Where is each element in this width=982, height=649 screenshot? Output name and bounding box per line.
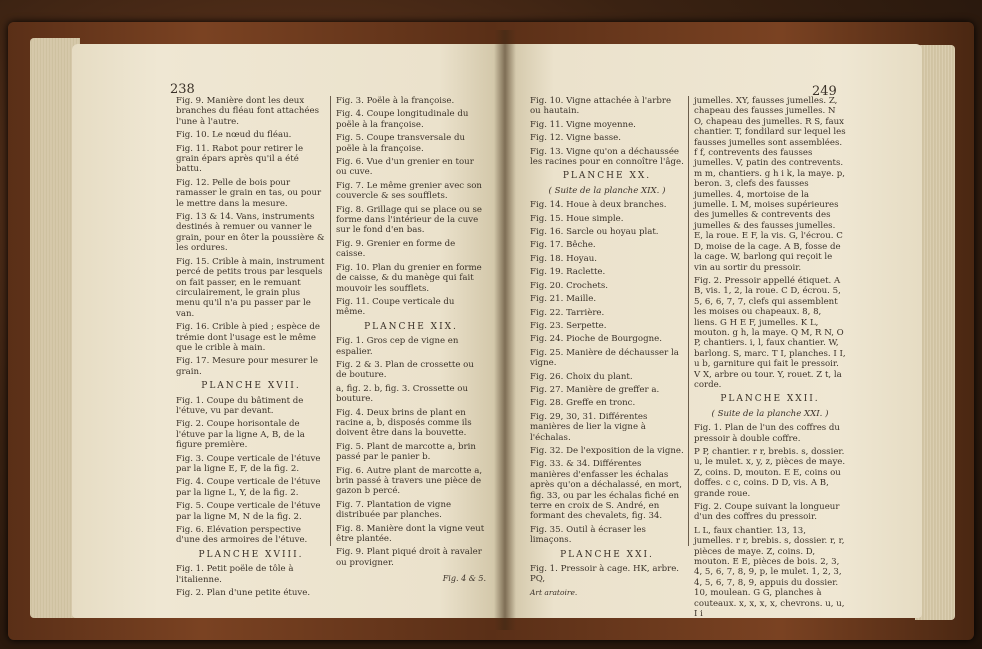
figure-entry: Fig. 7. Le même grenier avec son couvercle & ses soufflets. [336,180,482,202]
plate-heading: PLANCHE XX. [562,171,652,182]
figure-entry: Fig. 1. Plan de l'un des coffres du pressoir à double coffre. [694,423,840,444]
figure-entry: Fig. 15. Crible à main, instrument percé de petits trous par lesquels on fait passer, en le remuant circulairement, le grain plus menu qu'il n'a pu passer par le van. [176,256,325,319]
right-page [504,44,922,618]
figure-entry: Fig. 2 & 3. Plan de crossette ou de bouture. [336,359,474,381]
figure-entry: Fig. 14. Houe à deux branches. [530,200,667,211]
left-column-1 [176,96,326,601]
figure-entry: Fig. 3. Poële à la françoise. [336,96,455,106]
figure-entry: Fig. 35. Outil à écraser les limaçons. [530,524,646,546]
figure-entry: Fig. 2. Pressoir appellé étiquet. A B, vis. 1, 2, la roue. C D, écrou. 5, 5, 6, 6, 7, 7, clefs qui assemblent les moises ou chapeaux. 8, 8, liens. G H E F, jumelles. K L, mouton. g h, la maye. Q M, R N, O P, chantiers. i, l, faux chantier. W, barlong. S, marc. T I, planches. I I, u b, garniture qui fait le pressoir. V X, arbre ou tour. Y, rouet. Z t, la corde. [694,275,846,390]
catchword: Fig. 4 & 5. [442,574,486,584]
figure-entry: Fig. 13 & 14. Vans, instruments destinés à remuer ou vanner le grain, pour en ôter la poussière & les ordures. [176,212,325,254]
figure-entry: Fig. 2. Coupe suivant la longueur d'un des coffres du pressoir. [694,502,840,523]
figure-entry: Fig. 16. Crible à pied ; espèce de trémie dont l'usage est le même que le crible à main. [176,322,320,353]
figure-entry: Fig. 5. Plant de marcotte a, brin passé par le panier b. [336,441,476,463]
figure-entry: Fig. 2. Coupe horisontale de l'étuve par la ligne A, B, de la figure première. [176,419,305,451]
figure-entry: Fig. 24. Pioche de Bourgogne. [530,334,662,345]
right-column-1 [530,96,684,598]
plate-heading: PLANCHE XIX. [364,321,458,332]
plate-heading: PLANCHE XXII. [720,394,820,405]
figure-entry: Fig. 11. Rabot pour retirer le grain épars après qu'il a été battu. [176,143,304,175]
figure-entry: Fig. 9. Manière dont les deux branches du fléau font attachées l'une à l'autre. [176,96,319,127]
figure-entry: Fig. 11. Vigne moyenne. [530,119,636,130]
figure-entry: Fig. 9. Grenier en forme de caisse. [336,238,456,260]
figure-entry: Fig. 12. Vigne basse. [530,133,621,144]
figure-entry: Fig. 10. Vigne attachée à l'arbre ou hautain. [530,96,672,117]
figure-entry: Fig. 1. Pressoir à cage. HK, arbre. PQ, [530,564,680,585]
figure-entry: Fig. 5. Coupe verticale de l'étuve par la ligne M, N de la fig. 2. [176,501,321,522]
right-column-2 [694,96,846,623]
figure-entry: a, fig. 2. b, fig. 3. Crossette ou bouture. [336,383,469,405]
figure-entry: Fig. 6. Autre plant de marcotte a, brin passé à travers une pièce de gazon b percé. [336,465,483,497]
figure-entry: Fig. 13. Vigne qu'on a déchaussée les racines pour en connoître l'âge. [530,146,684,168]
column-rule [688,96,689,546]
figure-entry: Fig. 23. Serpette. [530,320,607,331]
figure-entry: Fig. 7. Plantation de vigne distribuée par planches. [336,499,452,521]
figure-entry: Fig. 25. Manière de déchausser la vigne. [530,347,679,369]
figure-entry: Fig. 4. Deux brins de plant en racine a, b, disposés comme ils doivent être dans la bouvette. [336,407,472,439]
figure-entry: Fig. 10. Le nœud du fléau. [176,130,292,141]
folio-right: 249 [812,84,837,99]
figure-entry: Fig. 15. Houe simple. [530,213,624,224]
figure-entry: Fig. 17. Bêche. [530,240,596,251]
figure-entry: Fig. 12. Pelle de bois pour ramasser le grain en tas, ou pour le mettre dans la mesure. [176,177,322,209]
figure-entry: Fig. 10. Plan du grenier en forme de caisse, & du manège qui fait mouvoir les soufflets. [336,262,482,294]
book-gutter [494,30,516,630]
signature-mark: Art aratoire. [530,587,578,597]
figure-entry: Fig. 28. Greffe en tronc. [530,398,636,409]
plate-subheading: ( Suite de la planche XIX. ) [548,185,666,196]
figure-entry: L L, faux chantier. 13, 13, jumelles. r r, brebis. s, dossier. r, r, pièces de maye. Z, coins. D, mouton. E E, pièces de bois. 2, 3, 4, 5, 6, 7, 8, 9, p, le mulet. 1, 2, 3, 4, 5, 6, 7, 8, 9, appuis du dossier. 10, moulean. G G, planches à couteaux. x, x, x, x, chevrons. u, u, I i [694,525,845,620]
figure-entry: Fig. 4. Coupe longitudinale du poële à la françoise. [336,109,469,130]
figure-entry: Fig. 17. Mesure pour mesurer le grain. [176,356,318,377]
figure-entry: Fig. 27. Manière de greffer a. [530,384,660,395]
plate-subheading: ( Suite de la planche XXI. ) [711,408,829,419]
figure-entry: Fig. 20. Crochets. [530,280,608,291]
figure-entry: Fig. 19. Raclette. [530,267,606,278]
figure-entry: Fig. 9. Plant piqué droit à ravaler ou provigner. [336,547,482,568]
figure-entry: Fig. 2. Plan d'une petite étuve. [176,588,311,599]
figure-entry: Fig. 22. Tarrière. [530,307,605,318]
figure-entry: Fig. 1. Coupe du bâtiment de l'étuve, vu par devant. [176,395,304,416]
figure-entry: Fig. 4. Coupe verticale de l'étuve par la ligne L, Y, de la fig. 2. [176,477,321,498]
figure-entry: Fig. 5. Coupe transversale du poële à la françoise. [336,133,466,154]
figure-entry: Fig. 3. Coupe verticale de l'étuve par la ligne E, F, de la fig. 2. [176,453,321,474]
figure-entry: Fig. 6. Elévation perspective d'une des armoires de l'étuve. [176,525,308,546]
figure-entry: Fig. 8. Manière dont la vigne veut être plantée. [336,523,485,545]
figure-entry: Fig. 16. Sarcle ou hoyau plat. [530,227,659,238]
figure-entry: Fig. 29, 30, 31. Différentes manières de lier la vigne à l'échalas. [530,411,648,443]
figure-entry: Fig. 6. Vue d'un grenier en tour ou cuve. [336,157,474,178]
figure-entry: Fig. 32. De l'exposition de la vigne. [530,445,684,456]
figure-entry: Fig. 18. Hoyau. [530,253,597,264]
left-column-2 [336,96,486,585]
figure-entry: Fig. 33. & 34. Différentes manières d'enfasser les échalas après qu'on a déchalassé, en mort, fig. 33, ou par les échalas fiché en terre en croix de S. André, en formant des chevalets, fig. 34. [530,459,682,522]
plate-heading: PLANCHE XVII. [201,381,301,392]
figure-entry: jumelles. XY, fausses jumelles. Z, chapeau des fausses jumelles. N O, chapeau des jumelles. R S, faux chantier. T, fondilard sur lequel les fausses jumelles sont assemblées. f f, contrevents des fausses jumelles. V, patin des contrevents. m m, chantiers. g h i k, la maye. p, beron. 3, clefs des fausses jumelles. 4, mortoise de la jumelle. L M, moises supérieures des jumelles & contrevents des jumelles & des fausses jumelles. E, la roue. E F, la vis. G, l'écrou. C D, moise de la cage. A B, fosse de la cage. W, barlong qui reçoit le vin au sortir du pressoir. [694,96,846,273]
column-rule [330,96,331,546]
figure-entry: Fig. 11. Coupe verticale du même. [336,296,455,318]
plate-heading: PLANCHE XVIII. [198,549,304,560]
folio-left: 238 [170,82,195,97]
figure-entry: Fig. 1. Petit poële de tôle à l'italienne. [176,564,294,585]
figure-entry: Fig. 1. Gros cep de vigne en espalier. [336,336,459,357]
figure-entry: Fig. 21. Maille. [530,294,597,305]
figure-entry: Fig. 8. Grillage qui se place ou se forme dans l'intérieur de la cuve sur le fond d'en bas. [336,204,482,236]
plate-heading: PLANCHE XXI. [560,549,654,560]
figure-entry: P P, chantier. r r, brebis. s, dossier. u, le mulet. x, y, z, pièces de maye. Z, coins. D, mouton. E E, coins ou doffes. c c, coins. D D, vis. A B, grande roue. [694,447,846,499]
left-page [72,44,504,618]
figure-entry: Fig. 26. Choix du plant. [530,371,633,382]
